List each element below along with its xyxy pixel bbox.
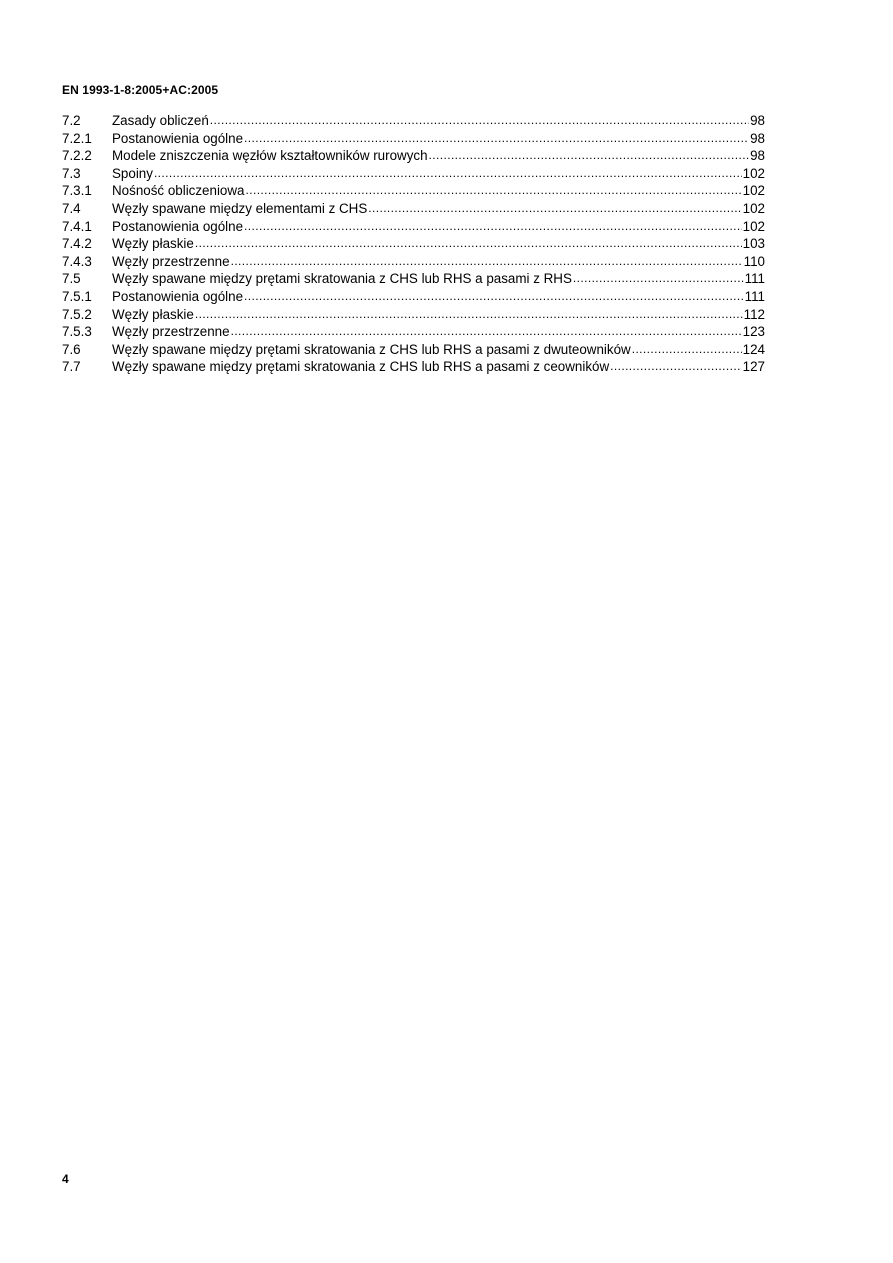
toc-entry-title: Węzły płaskie — [112, 306, 194, 322]
toc-entry-title: Węzły płaskie — [112, 236, 194, 252]
toc-entry-title: Postanowienia ogólne — [112, 218, 244, 234]
toc-entry-number: 7.2.1 — [62, 130, 92, 146]
toc-entry-title: Postanowienia ogólne — [112, 130, 244, 146]
toc-entry — [62, 165, 765, 183]
toc-entry — [62, 306, 765, 324]
toc-entry — [62, 288, 765, 306]
toc-leader-dots — [231, 323, 742, 341]
toc-entry — [62, 130, 765, 148]
toc-entry — [62, 270, 765, 288]
toc-leader-dots — [195, 306, 743, 324]
toc-entry-page: 98 — [750, 148, 765, 164]
toc-entry — [62, 341, 765, 359]
table-of-contents — [62, 112, 765, 376]
toc-leader-dots — [154, 165, 742, 183]
toc-entry-page: 98 — [750, 130, 765, 146]
toc-entry — [62, 112, 765, 130]
toc-entry-number: 7.4 — [62, 200, 81, 216]
toc-leader-dots — [195, 235, 742, 253]
toc-entry-page: 124 — [742, 341, 765, 357]
page-number: 4 — [62, 1172, 69, 1186]
toc-entry-page: 123 — [742, 324, 765, 340]
toc-leader-dots — [246, 182, 742, 200]
toc-leader-dots — [632, 341, 742, 359]
toc-entry-number: 7.5 — [62, 271, 81, 287]
toc-entry-number: 7.6 — [62, 341, 81, 357]
toc-entry-title: Węzły spawane między prętami skratowania z CHS lub RHS a pasami z dwuteowników — [112, 341, 631, 357]
toc-entry-number: 7.3.1 — [62, 183, 92, 199]
toc-entry-page: 102 — [742, 218, 765, 234]
toc-leader-dots — [610, 358, 742, 376]
toc-entry-title: Węzły przestrzenne — [112, 253, 230, 269]
toc-entry-number: 7.5.3 — [62, 324, 92, 340]
toc-entry-page: 102 — [742, 165, 765, 181]
toc-entry-title: Spoiny — [112, 165, 153, 181]
toc-entry-page: 127 — [742, 359, 765, 375]
toc-entry-title: Postanowienia ogólne — [112, 288, 244, 304]
toc-leader-dots — [244, 130, 749, 148]
toc-entry-title: Modele zniszczenia węzłów kształtowników rurowych — [112, 148, 428, 164]
toc-entry-page: 102 — [742, 200, 765, 216]
toc-entry-number: 7.2 — [62, 113, 81, 128]
toc-entry — [62, 147, 765, 165]
toc-entry-number: 7.5.2 — [62, 306, 92, 322]
toc-entry-page: 98 — [750, 113, 765, 128]
toc-entry — [62, 323, 765, 341]
toc-entry-number: 7.4.3 — [62, 253, 92, 269]
toc-leader-dots — [429, 147, 750, 165]
toc-entry-title: Węzły spawane między prętami skratowania z CHS lub RHS a pasami z RHS — [112, 271, 572, 287]
toc-entry-page: 102 — [742, 183, 765, 199]
toc-entry-number: 7.5.1 — [62, 288, 92, 304]
toc-entry — [62, 253, 765, 271]
toc-leader-dots — [231, 253, 743, 271]
toc-entry — [62, 235, 765, 253]
toc-leader-dots — [244, 288, 744, 306]
toc-leader-dots — [368, 200, 741, 218]
toc-entry — [62, 200, 765, 218]
toc-entry-page: 110 — [743, 253, 765, 269]
toc-entry-page: 111 — [744, 288, 765, 304]
toc-leader-dots — [244, 218, 742, 236]
toc-entry-page: 103 — [742, 236, 765, 252]
toc-entry — [62, 218, 765, 236]
toc-entry-number: 7.4.2 — [62, 236, 92, 252]
toc-entry-page: 111 — [744, 271, 765, 287]
toc-entry-number: 7.7 — [62, 359, 81, 375]
toc-entry-page: 112 — [743, 306, 765, 322]
toc-entry-title: Węzły przestrzenne — [112, 324, 230, 340]
toc-leader-dots — [573, 270, 744, 288]
toc-entry — [62, 182, 765, 200]
toc-entry-number: 7.2.2 — [62, 148, 92, 164]
toc-entry-title: Nośność obliczeniowa — [112, 183, 245, 199]
toc-leader-dots — [210, 112, 749, 130]
toc-entry-title: Zasady obliczeń — [112, 113, 209, 128]
toc-entry-number: 7.3 — [62, 165, 81, 181]
document-header: EN 1993-1-8:2005+AC:2005 — [62, 83, 219, 97]
toc-entry-title: Węzły spawane między elementami z CHS — [112, 200, 368, 216]
toc-entry — [62, 358, 765, 376]
toc-entry-title: Węzły spawane między prętami skratowania z CHS lub RHS a pasami z ceowników — [112, 359, 610, 375]
toc-entry-number: 7.4.1 — [62, 218, 92, 234]
